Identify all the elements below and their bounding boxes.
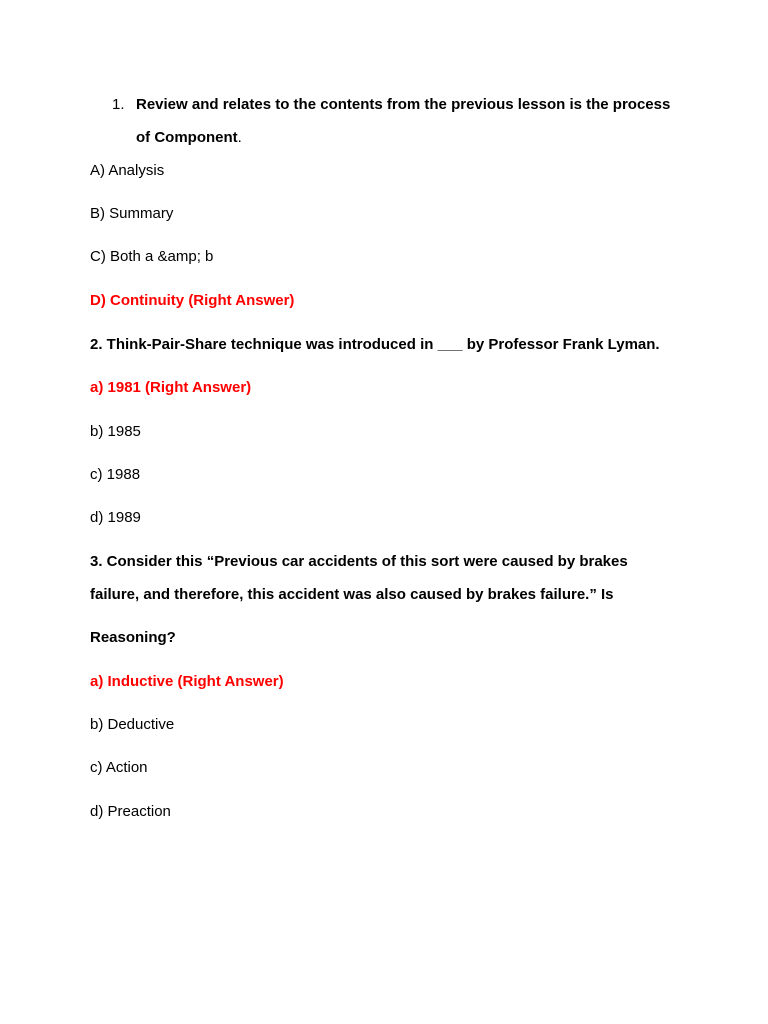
question-3-option-b: b) Deductive bbox=[90, 716, 175, 733]
question-2-text: 2. Think-Pair-Share technique was introduced in ___ by Professor Frank Lyman. bbox=[90, 336, 660, 353]
question-2-option-b: b) 1985 bbox=[90, 423, 141, 440]
question-3-option-d: d) Preaction bbox=[90, 803, 171, 820]
question-2-option-a-correct: a) 1981 (Right Answer) bbox=[90, 379, 252, 396]
question-2-option-d: d) 1989 bbox=[90, 509, 141, 526]
question-2-option-c: c) 1988 bbox=[90, 466, 141, 483]
question-1-text-line2-tail: . bbox=[237, 129, 242, 146]
question-1-option-a: A) Analysis bbox=[90, 162, 165, 179]
question-1-option-b: B) Summary bbox=[90, 205, 174, 222]
question-3-option-a-correct: a) Inductive (Right Answer) bbox=[90, 673, 284, 690]
question-1-number: 1. bbox=[112, 96, 125, 113]
question-3-text-line3: Reasoning? bbox=[90, 629, 176, 646]
question-3-text-line2: failure, and therefore, this accident was also caused by brakes failure.” Is bbox=[90, 586, 614, 603]
question-1-option-c: C) Both a &amp; b bbox=[90, 248, 214, 265]
question-1-option-d-correct: D) Continuity (Right Answer) bbox=[90, 292, 295, 309]
question-3-text-line1: 3. Consider this “Previous car accidents of this sort were caused by brakes bbox=[90, 553, 628, 570]
question-1-text-line2 bbox=[136, 128, 242, 148]
question-1-text-line1: Review and relates to the contents from the previous lesson is the process bbox=[136, 96, 671, 113]
question-1-text-line2-bold: of Component bbox=[136, 129, 238, 146]
question-3-option-c: c) Action bbox=[90, 759, 148, 776]
